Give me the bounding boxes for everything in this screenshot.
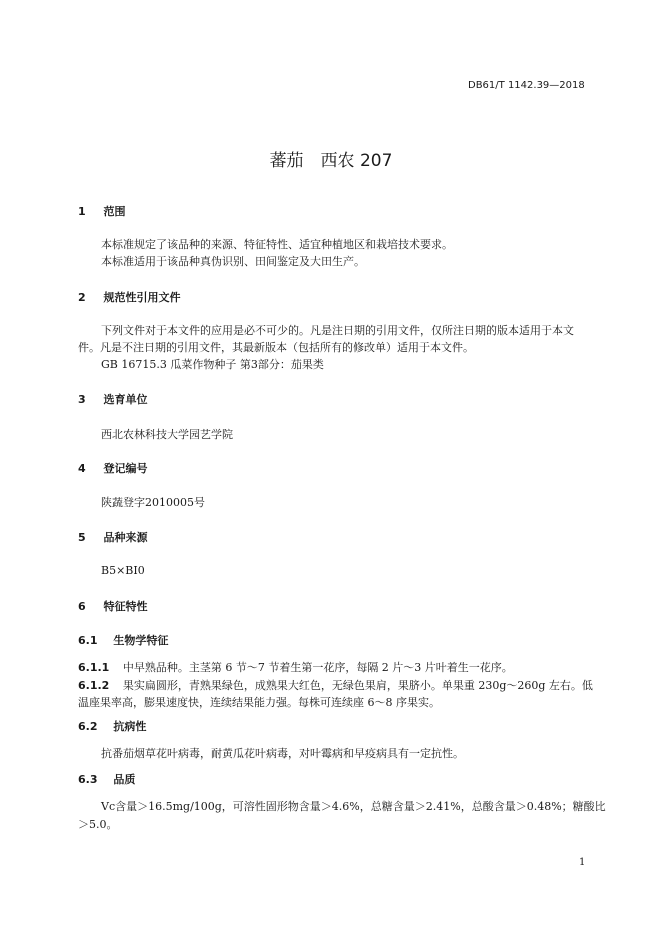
section-title: 品种来源: [103, 531, 148, 544]
section-5-paragraph: B5×BI0: [101, 564, 145, 577]
item-6-1-2-line-2: 温座果率高，膨果速度快，连续结果能力强。每株可连续座 6～8 序果实。: [78, 696, 440, 709]
page-number: 1: [579, 857, 586, 868]
subsection-title: 生物学特征: [113, 634, 169, 647]
subsection-6-1-heading: [78, 632, 168, 648]
section-3-heading: [78, 391, 148, 407]
subsection-6-2-heading: [78, 718, 146, 734]
subsection-6-3-paragraph-line-1: Vc含量＞16.5mg/100g，可溶性固形物含量＞4.6%，总糖含量＞2.41%，总酸含量＞0.48%；糖酸比: [101, 800, 606, 813]
section-2-heading: [78, 289, 181, 305]
subsection-6-2-paragraph: 抗番茄烟草花叶病毒，耐黄瓜花叶病毒，对叶霉病和早疫病具有一定抗性。: [101, 747, 464, 760]
subsection-6-3-paragraph-line-2: ＞5.0。: [78, 818, 118, 831]
section-number: 1: [78, 205, 86, 218]
section-4-paragraph: 陕蔬登字2010005号: [101, 496, 205, 509]
section-number: 6: [78, 600, 86, 613]
section-title: 范围: [103, 205, 126, 218]
section-number: 4: [78, 462, 86, 475]
item-text: 中早熟品种。主茎第 6 节～7 节着生第一花序，每隔 2 片～3 片叶着生一花序。: [122, 661, 513, 674]
section-number: 2: [78, 291, 86, 304]
section-1-paragraph-1: 本标准规定了该品种的来源、特征特性、适宜种植地区和栽培技术要求。: [101, 238, 453, 251]
section-1-heading: [78, 203, 126, 219]
item-text: 果实扁圆形，青熟果绿色，成熟果大红色，无绿色果肩，果脐小。单果重 230g～260g 左右。低: [122, 679, 593, 692]
page-title: 蕃茄 西农 207: [269, 151, 393, 171]
section-2-paragraph-1-line-1: 下列文件对于本文件的应用是必不可少的。凡是注日期的引用文件，仅所注日期的版本适用于本文: [101, 324, 574, 337]
subsection-6-3-heading: [78, 771, 135, 787]
section-5-heading: [78, 529, 148, 545]
section-title: 选育单位: [103, 393, 148, 406]
subsection-number: 6.3: [78, 773, 98, 786]
item-6-1-1: [78, 659, 513, 675]
section-title: 规范性引用文件: [103, 291, 181, 304]
section-6-heading: [78, 598, 148, 614]
section-2-reference: GB 16715.3 瓜菜作物种子 第3部分：茄果类: [101, 358, 324, 371]
item-number: 6.1.1: [78, 661, 110, 674]
section-title: 登记编号: [103, 462, 148, 475]
item-6-1-2-line-1: [78, 677, 593, 693]
section-3-paragraph: 西北农林科技大学园艺学院: [101, 428, 233, 441]
subsection-number: 6.1: [78, 634, 98, 647]
section-4-heading: [78, 460, 148, 476]
section-number: 3: [78, 393, 86, 406]
document-code: DB61/T 1142.39—2018: [468, 80, 585, 91]
section-title: 特征特性: [103, 600, 148, 613]
subsection-title: 抗病性: [113, 720, 147, 733]
subsection-title: 品质: [113, 773, 136, 786]
item-number: 6.1.2: [78, 679, 110, 692]
subsection-number: 6.2: [78, 720, 98, 733]
section-1-paragraph-2: 本标准适用于该品种真伪识别、田间鉴定及大田生产。: [101, 255, 365, 268]
section-2-paragraph-1-line-2: 件。凡是不注日期的引用文件，其最新版本（包括所有的修改单）适用于本文件。: [78, 341, 474, 354]
section-number: 5: [78, 531, 86, 544]
